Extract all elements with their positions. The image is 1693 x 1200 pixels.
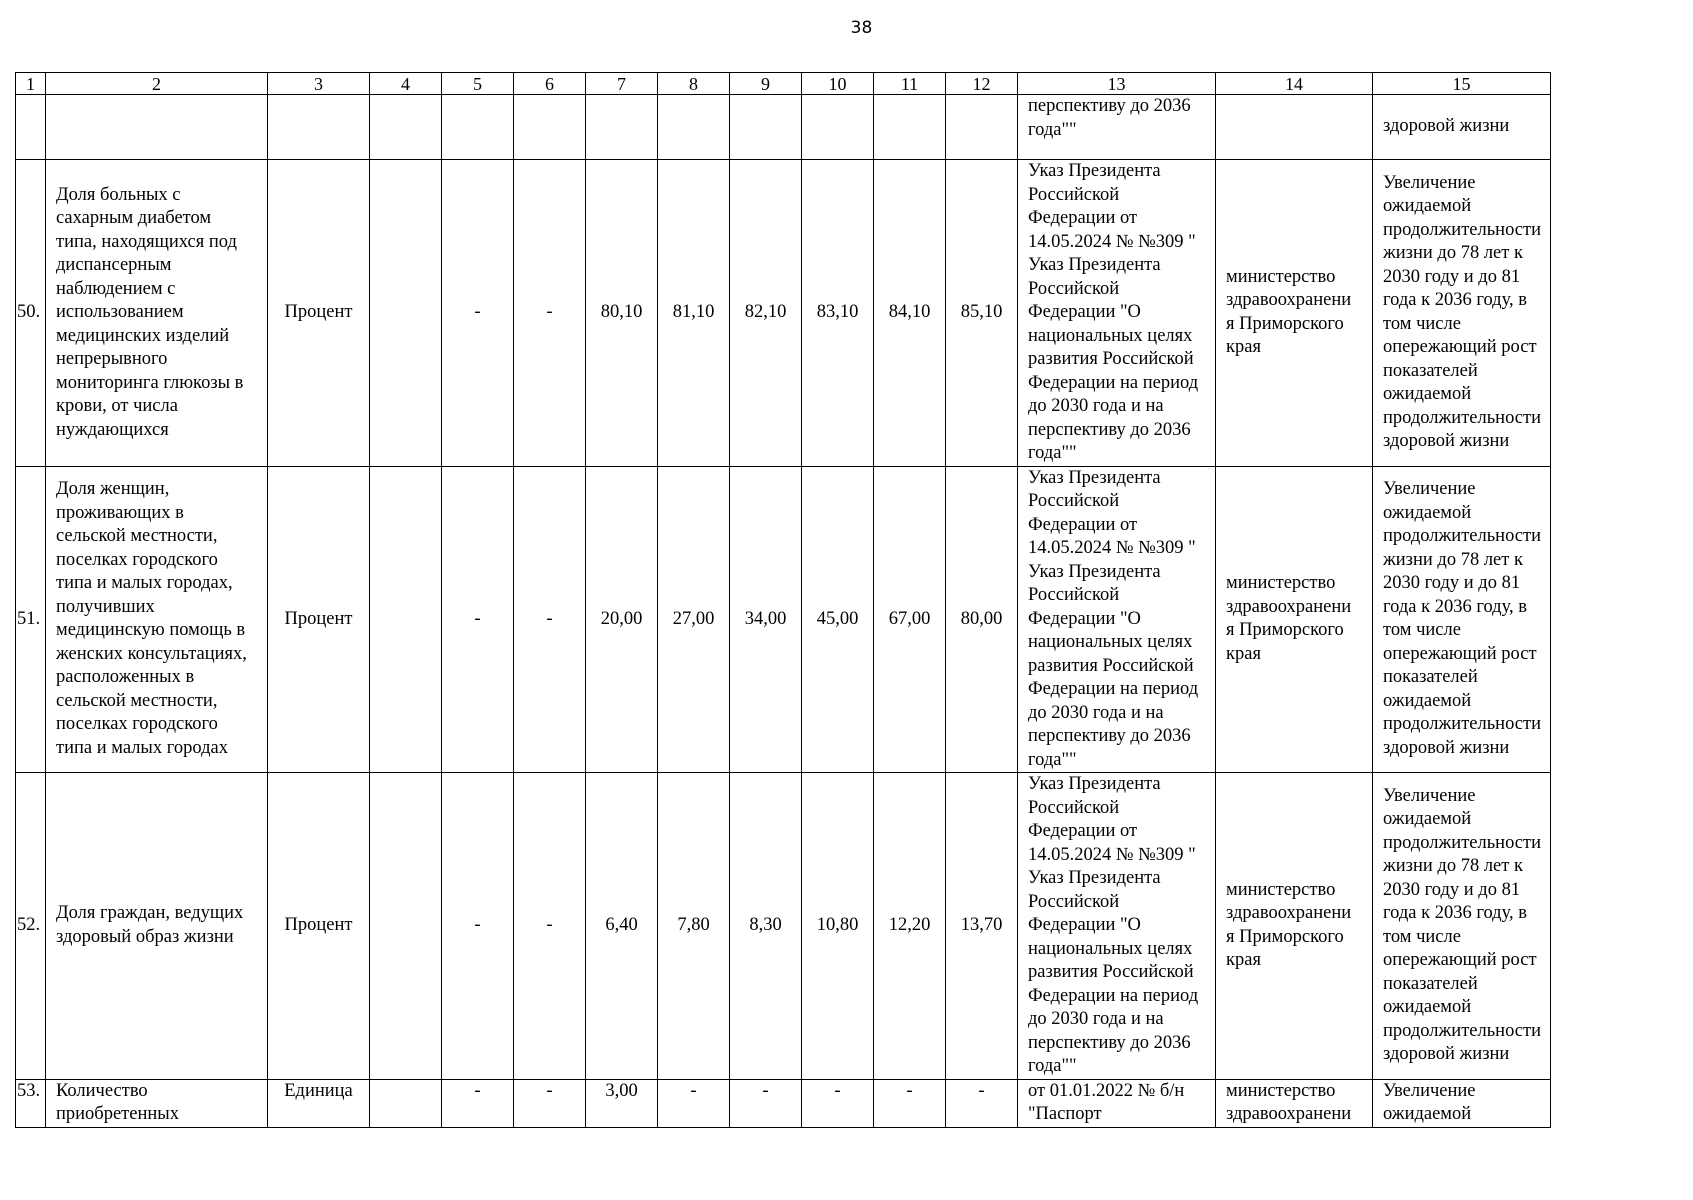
text-line: года к 2036 году, в [1383,290,1527,311]
legal-basis [1018,1079,1216,1127]
page-number: 38 [850,18,873,38]
text-line: жизни до 78 лет к [1383,243,1523,264]
value-c7: 80,10 [586,160,658,467]
text-line: ожидаемой [1383,1104,1472,1124]
text-line: 2030 году и до 81 [1383,573,1521,594]
text-line: до 2030 года и на [1028,1009,1164,1029]
text-line: Федерации на период [1028,679,1199,699]
value-c9: - [730,1079,802,1127]
text-line: медицинскую помощь в [56,620,246,641]
text-line: Российской [1028,184,1120,205]
responsible-body [1216,1079,1373,1127]
text-line: развития Российской [1028,349,1194,369]
text-line: ожидаемой [1383,384,1472,405]
text-line: поселках городского [56,714,218,735]
table-row [16,466,1551,773]
unit-of-measure: Процент [268,773,370,1080]
text-line: жизни до 78 лет к [1383,856,1523,877]
text-line: министерство [1226,266,1336,287]
text-line: том числе [1383,926,1461,947]
text-line: Федерации "О [1028,915,1141,935]
unit-of-measure: Единица [268,1079,370,1127]
text-line: продолжительности [1383,219,1541,240]
indicator-table [15,72,1551,1128]
text-line: Федерации на период [1028,985,1199,1006]
text-line: года"" [1028,119,1077,140]
text-line: мониторинга глюкозы в [56,372,244,393]
column-header-14: 14 [1216,73,1373,95]
value-c4 [370,466,442,773]
column-header-4: 4 [370,73,442,95]
text-line: 2030 году и до 81 [1383,266,1521,287]
table-row [16,773,1551,1080]
text-line: здоровой жизни [1383,1044,1510,1065]
text-line: поселках городского [56,549,218,570]
text-line: края [1226,337,1261,358]
text-line: здоровой жизни [1383,116,1510,137]
text-line: типа и малых городах [56,737,228,758]
value-c8: 27,00 [658,466,730,773]
indicator-name [46,466,268,773]
text-line: продолжительности [1383,832,1541,853]
text-line: показателей [1383,360,1478,381]
text-line: Количество [56,1080,148,1101]
value-c7: 20,00 [586,466,658,773]
row-number: 51. [16,466,46,773]
text-line: Федерации от [1028,208,1138,228]
text-line: Российской [1028,491,1120,511]
value-c4 [370,1079,442,1127]
value-c8: 81,10 [658,160,730,467]
text-line: до 2030 года и на [1028,396,1164,416]
value-c5: - [442,160,514,467]
text-line: Федерации "О [1028,608,1141,629]
cont-unit-cell [268,95,370,160]
text-line: года к 2036 году, в [1383,903,1527,924]
text-line: до 2030 года и на [1028,702,1164,723]
value-c9: 82,10 [730,160,802,467]
text-line: здравоохранени [1226,290,1352,311]
column-header-5: 5 [442,73,514,95]
text-line: показателей [1383,973,1478,994]
text-line: Федерации "О [1028,302,1141,322]
text-line: расположенных в [56,667,195,688]
text-line: сельской местности, [56,526,218,547]
text-line: проживающих в [56,502,184,523]
text-line: перспективу до 2036 [1028,96,1191,116]
text-line: года"" [1028,1056,1077,1076]
value-c12: 85,10 [946,160,1018,467]
national-goal [1373,160,1551,467]
value-c10: 10,80 [802,773,874,1080]
value-c5: - [442,1079,514,1127]
column-header-7: 7 [586,73,658,95]
value-c11: 12,20 [874,773,946,1080]
indicator-name [46,1079,268,1127]
continuation-basis-cell [1018,95,1216,160]
text-line: наблюдением с [56,278,176,299]
responsible-body [1216,773,1373,1080]
text-line: Указ Президента [1028,774,1161,794]
row-number: 52. [16,773,46,1080]
value-c10: 45,00 [802,466,874,773]
text-line: жизни до 78 лет к [1383,549,1523,570]
value-c5: - [442,466,514,773]
text-line: медицинских изделий [56,325,230,346]
indicator-table-sheet [15,72,1551,1128]
text-line: 14.05.2024 № №309 " [1028,231,1196,252]
continuation-goal-cell [1373,95,1551,160]
legal-basis [1018,160,1216,467]
text-line: министерство [1226,1080,1336,1101]
value-c4 [370,773,442,1080]
value-c6: - [514,160,586,467]
text-line: министерство [1226,573,1336,594]
text-line: Доля женщин, [56,479,170,500]
column-header-11: 11 [874,73,946,95]
text-line: перспективу до 2036 [1028,419,1191,440]
table-row [16,160,1551,467]
text-line: ожидаемой [1383,502,1472,523]
text-line: национальных целях [1028,632,1193,652]
indicator-name [46,160,268,467]
text-line: 2030 году и до 81 [1383,879,1521,900]
cont-cell [586,95,658,160]
text-line: министерство [1226,879,1336,900]
value-c10: 83,10 [802,160,874,467]
text-line: том числе [1383,620,1461,641]
table-row [16,1079,1551,1127]
value-c11: 67,00 [874,466,946,773]
cont-cell [874,95,946,160]
value-c9: 34,00 [730,466,802,773]
text-line: продолжительности [1383,526,1541,547]
column-header-12: 12 [946,73,1018,95]
cont-cell [658,95,730,160]
continuation-row [16,95,1551,160]
text-line: здравоохранени [1226,1104,1352,1124]
text-line: Федерации на период [1028,372,1199,393]
text-line: края [1226,950,1261,971]
value-c7: 6,40 [586,773,658,1080]
text-line: Увеличение [1383,479,1476,500]
value-c5: - [442,773,514,1080]
column-header-13: 13 [1018,73,1216,95]
indicator-name [46,773,268,1080]
value-c6: - [514,466,586,773]
text-line: 14.05.2024 № №309 " [1028,844,1196,865]
text-line: национальных целях [1028,938,1193,959]
text-line: я Приморского [1226,620,1344,641]
text-line: типа и малых городах, [56,573,233,594]
text-line: я Приморского [1226,313,1344,334]
text-line: ожидаемой [1383,809,1472,830]
cont-num-cell [16,95,46,160]
text-line: ожидаемой [1383,196,1472,217]
legal-basis [1018,466,1216,773]
value-c12: 13,70 [946,773,1018,1080]
cont-cell [370,95,442,160]
text-line: национальных целях [1028,325,1193,346]
text-line: перспективу до 2036 [1028,726,1191,746]
column-header-1: 1 [16,73,46,95]
text-line: Российской [1028,585,1120,605]
text-line: Увеличение [1383,1080,1476,1101]
column-header-6: 6 [514,73,586,95]
text-line: Федерации от [1028,514,1138,535]
text-line: нуждающихся [56,419,169,440]
value-c8: 7,80 [658,773,730,1080]
text-line: Указ Президента [1028,868,1161,888]
text-line: Указ Президента [1028,561,1161,582]
text-line: 14.05.2024 № №309 " [1028,538,1196,558]
text-line: здоровой жизни [1383,737,1510,758]
text-line: года"" [1028,443,1077,463]
text-line: от 01.01.2022 № б/н [1028,1080,1185,1101]
text-line: типа, находящихся под [56,231,237,252]
text-line: Российской [1028,891,1120,912]
value-c6: - [514,1079,586,1127]
text-line: использованием [56,302,184,322]
value-c8: - [658,1079,730,1127]
text-line: здравоохранени [1226,596,1352,617]
text-line: Указ Президента [1028,161,1161,181]
cont-cell [514,95,586,160]
national-goal [1373,1079,1551,1127]
cont-cell [730,95,802,160]
national-goal [1373,466,1551,773]
text-line: женских консультациях, [56,643,247,664]
value-c12: - [946,1079,1018,1127]
value-c4 [370,160,442,467]
value-c9: 8,30 [730,773,802,1080]
text-line: развития Российской [1028,655,1194,676]
value-c7: 3,00 [586,1079,658,1127]
column-header-10: 10 [802,73,874,95]
text-line: непрерывного [56,349,168,369]
text-line: ожидаемой [1383,997,1472,1018]
text-line: продолжительности [1383,1020,1541,1041]
text-line: здоровый образ жизни [56,926,234,947]
text-line: года"" [1028,749,1077,770]
column-header-3: 3 [268,73,370,95]
cont-cell [442,95,514,160]
text-line: Российской [1028,797,1120,818]
text-line: сельской местности, [56,690,218,711]
text-line: том числе [1383,313,1461,334]
text-line: Указ Президента [1028,255,1161,275]
cont-cell [946,95,1018,160]
text-line: продолжительности [1383,407,1541,428]
table-body [16,95,1551,1128]
unit-of-measure: Процент [268,466,370,773]
cont-name-cell [46,95,268,160]
text-line: приобретенных [56,1104,179,1124]
text-line: продолжительности [1383,714,1541,735]
row-number: 53. [16,1079,46,1127]
text-line: опережающий рост [1383,950,1537,971]
unit-of-measure: Процент [268,160,370,467]
cont-cell [802,95,874,160]
text-line: диспансерным [56,255,172,275]
text-line: Увеличение [1383,172,1476,193]
text-line: здравоохранени [1226,903,1352,924]
text-line: получивших [56,596,155,617]
text-line: Доля больных с [56,184,181,205]
value-c11: - [874,1079,946,1127]
text-line: года к 2036 году, в [1383,596,1527,617]
text-line: развития Российской [1028,962,1194,982]
text-line: крови, от числа [56,396,178,416]
responsible-body [1216,466,1373,773]
row-number: 50. [16,160,46,467]
column-header-9: 9 [730,73,802,95]
national-goal [1373,773,1551,1080]
text-line: я Приморского [1226,926,1344,947]
text-line: опережающий рост [1383,643,1537,664]
text-line: "Паспорт [1028,1104,1102,1124]
text-line: Российской [1028,278,1120,299]
value-c10: - [802,1079,874,1127]
responsible-body [1216,160,1373,467]
text-line: ожидаемой [1383,690,1472,711]
column-number-header [16,73,1551,95]
text-line: Федерации от [1028,821,1138,841]
legal-basis [1018,773,1216,1080]
value-c6: - [514,773,586,1080]
text-line: Указ Президента [1028,467,1161,488]
text-line: Увеличение [1383,785,1476,806]
text-line: перспективу до 2036 [1028,1032,1191,1053]
cont-responsible-cell [1216,95,1373,160]
value-c11: 84,10 [874,160,946,467]
text-line: показателей [1383,667,1478,688]
text-line: края [1226,643,1261,664]
text-line: здоровой жизни [1383,431,1510,452]
text-line: сахарным диабетом [56,208,212,228]
column-header-8: 8 [658,73,730,95]
text-line: Доля граждан, ведущих [56,903,244,924]
value-c12: 80,00 [946,466,1018,773]
column-header-15: 15 [1373,73,1551,95]
text-line: опережающий рост [1383,337,1537,358]
column-header-2: 2 [46,73,268,95]
